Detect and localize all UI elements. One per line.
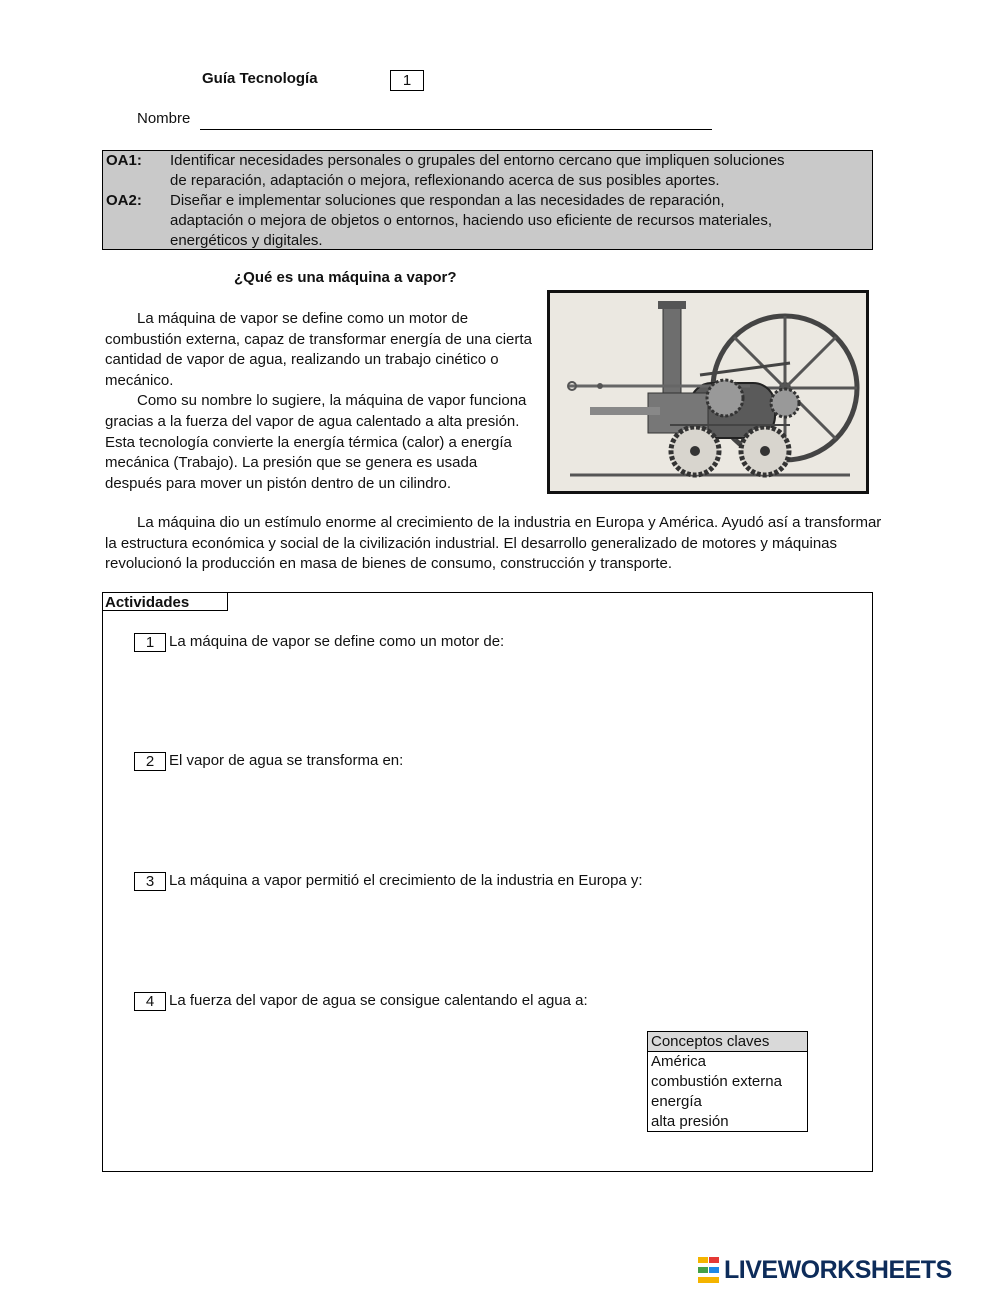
question-4-answer-area[interactable] — [169, 1020, 629, 1090]
question-2-text: El vapor de agua se transforma en: — [169, 752, 404, 769]
reading-paragraph-2: Como su nombre lo sugiere, la máquina de vapor funciona gracias a la fuerza del vapor de agua calentado a alta presión. Esta tecnología convierte la energía térmica (calor) a energía mecánica (Trabajo). La presión que se genera es usada después para mover un pistón dentro de un cilindro. — [105, 392, 527, 492]
key-concepts-title: Conceptos claves — [648, 1032, 807, 1052]
liveworksheets-wordmark: LIVEWORKSHEETS — [724, 1255, 952, 1284]
reading-paragraph-1: La máquina de vapor se define como un motor de combustión externa, capaz de transformar energía de una cierta cantidad de vapor de agua, realizando un trabajo cinético o mecánico. — [105, 310, 532, 389]
objective-key: OA2: — [106, 192, 142, 209]
question-3-number: 3 — [134, 872, 166, 891]
question-3-answer-area[interactable] — [169, 900, 809, 970]
reading-paragraph-3: La máquina dio un estímulo enorme al crecimiento de la industria en Europa y América. Ayudó así a transformar la estructura económica y social de la civilización industrial. El desarrollo generalizado de motores y máquinas revolucionó la producción en masa de bienes de consumo, construcción y transporte. — [105, 514, 882, 573]
concept-item[interactable]: combustión externa — [651, 1073, 782, 1090]
steam-locomotive-drawing — [550, 293, 866, 491]
concept-item[interactable]: energía — [651, 1093, 702, 1110]
concept-item[interactable]: América — [651, 1053, 707, 1070]
question-1-answer-area[interactable] — [169, 660, 809, 730]
objective-text — [170, 191, 860, 251]
question-4-text: La fuerza del vapor de agua se consigue calentando el agua a: — [169, 992, 588, 1009]
reading-title: ¿Qué es una máquina a vapor? — [234, 269, 457, 286]
guide-number-box: 1 — [390, 70, 424, 91]
liveworksheets-icon — [698, 1257, 720, 1283]
reading-intro — [105, 309, 535, 494]
name-input-line[interactable] — [200, 129, 712, 130]
question-1-number: 1 — [134, 633, 166, 652]
question-3-text: La máquina a vapor permitió el crecimiento de la industria en Europa y: — [169, 872, 643, 889]
objective-text — [170, 151, 860, 191]
question-1-text: La máquina de vapor se define como un motor de: — [169, 633, 505, 650]
question-4-number: 4 — [134, 992, 166, 1011]
key-concepts-box — [647, 1031, 808, 1132]
concept-item[interactable]: alta presión — [651, 1113, 729, 1130]
reading-paragraph-3-wrapper — [105, 513, 885, 575]
objective-line: Identificar necesidades personales o grupales del entorno cercano que impliquen soluciones — [170, 152, 785, 169]
activities-label: Actividades — [102, 592, 228, 611]
objective-line: de reparación, adaptación o mejora, reflexionando acerca de sus posibles aportes. — [170, 172, 720, 189]
question-2-number: 2 — [134, 752, 166, 771]
objective-line: energéticos y digitales. — [170, 232, 323, 249]
steam-locomotive-image — [547, 290, 869, 494]
liveworksheets-logo — [698, 1255, 952, 1285]
guide-title: Guía Tecnología — [202, 70, 318, 87]
objectives-box — [102, 150, 873, 250]
name-label: Nombre — [137, 110, 191, 127]
objective-line: Diseñar e implementar soluciones que respondan a las necesidades de reparación, — [170, 192, 725, 209]
objective-line: adaptación o mejora de objetos o entornos, haciendo uso eficiente de recursos materiales, — [170, 212, 773, 229]
objective-key: OA1: — [106, 152, 142, 169]
question-2-answer-area[interactable] — [169, 780, 809, 850]
